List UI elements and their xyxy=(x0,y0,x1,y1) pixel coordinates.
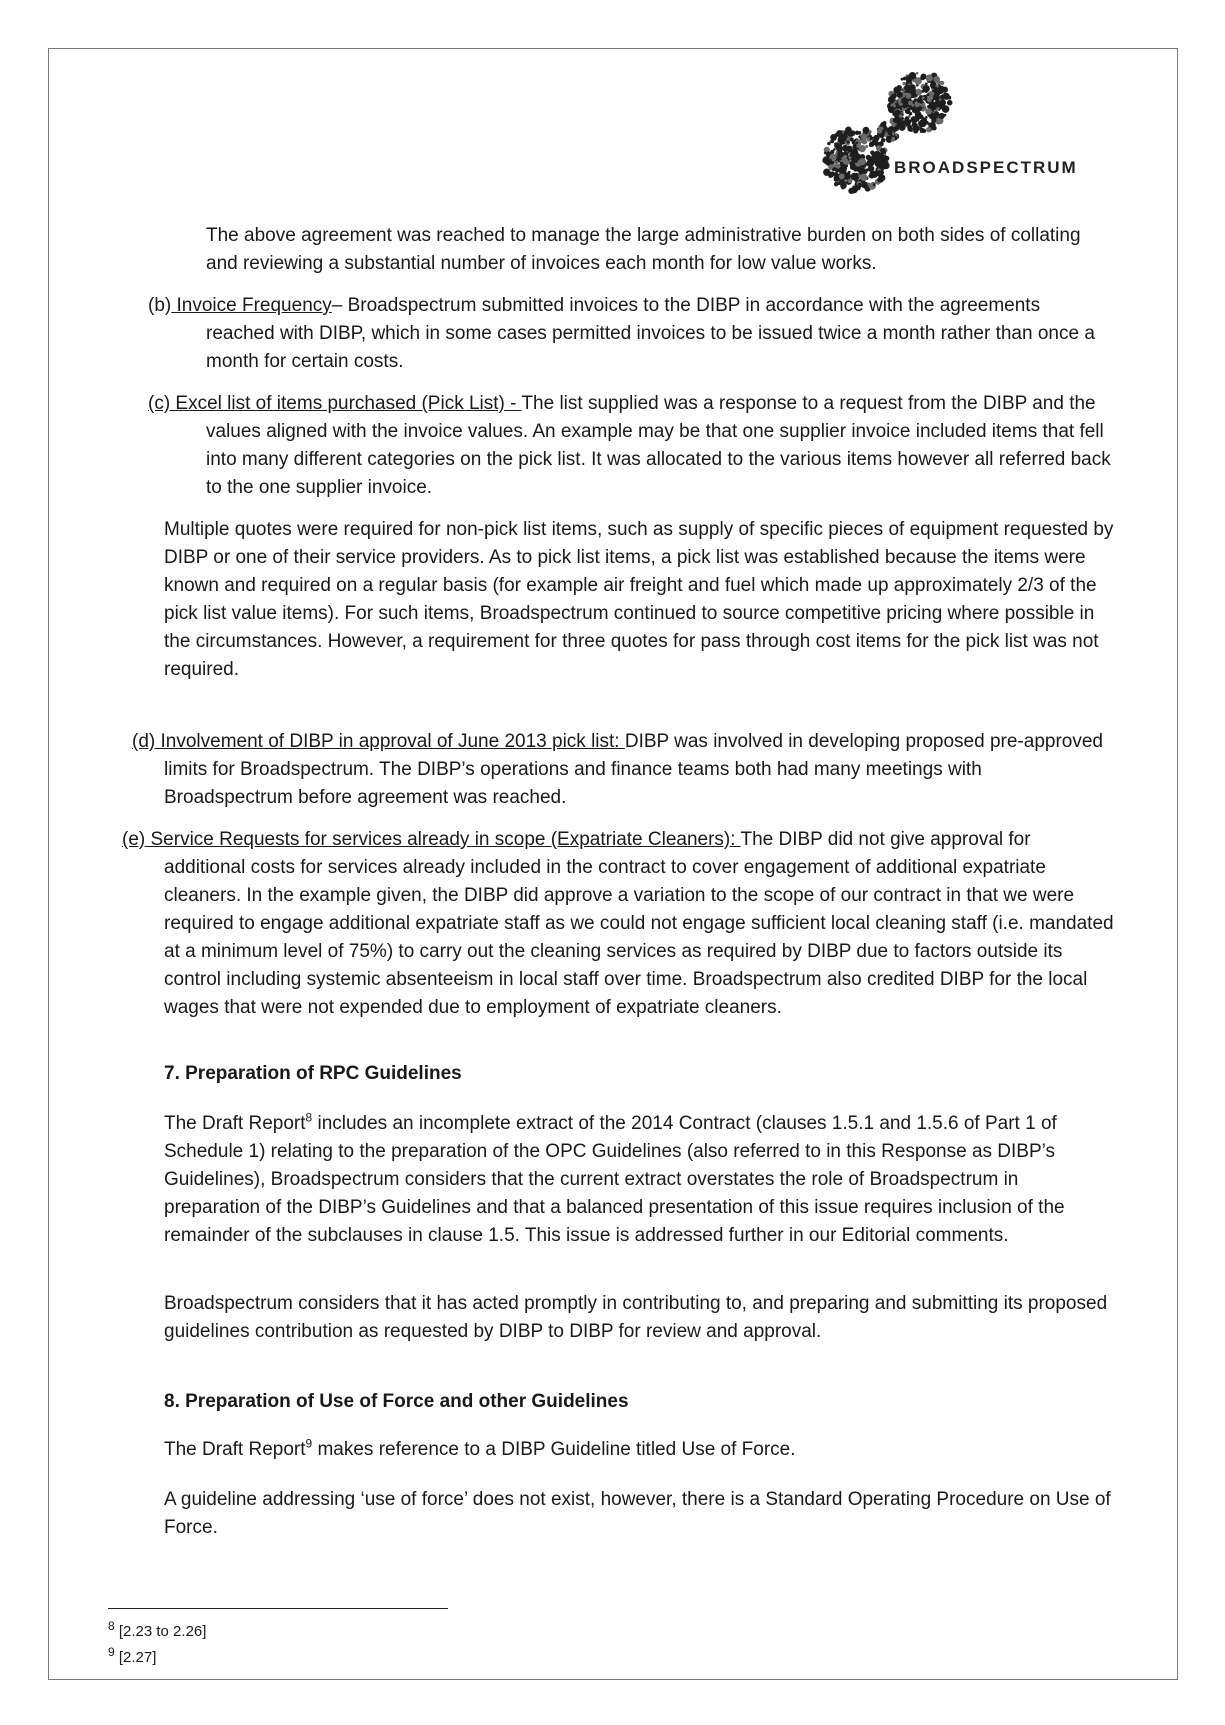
footnote-ref-8: 8 xyxy=(305,1110,313,1125)
item-d-text: DIBP was involved in developing proposed pre-approved limits for Broadspectrum. The DIBP’s operations and finance teams both had many meetings with Broadspectrum before agreement was reached. xyxy=(164,731,1103,808)
item-e xyxy=(122,826,1114,1022)
broadspectrum-logo-icon xyxy=(808,60,1128,210)
item-b-title: Invoice Frequency xyxy=(171,295,332,316)
item-c-text: The list supplied was a response to a request from the DIBP and the values aligned with the invoice values. An example may be that one supplier invoice included items that fell into many different categories on the pick list. It was allocated to the various items however all referred back to the one supplier invoice. xyxy=(206,393,1111,498)
item-e-title: (e) Service Requests for services already in scope (Expatriate Cleaners): xyxy=(122,829,741,850)
multiple-quotes-paragraph: Multiple quotes were required for non-pick list items, such as supply of specific pieces of equipment requested by DIBP or one of their service providers. As to pick list items, a pick list was established because the items were known and required on a regular basis (for example air freight and fuel which made up approximately 2/3 of the pick list value items). For such items, Broadspectrum continued to source competitive pricing where possible in the circumstances. However, a requirement for three quotes for pass through cost items for the pick list was not required. xyxy=(164,519,1114,680)
item-e-text: The DIBP did not give approval for additional costs for services already included in the contract to cover engagement of additional expatriate cleaners. In the example given, the DIBP did approve a variation to the scope of our contract in that we were required to engage additional expatriate staff as we could not engage sufficient local cleaning staff (i.e. mandated at a minimum level of 75%) to carry out the cleaning services as required by DIBP due to factors outside its control including systemic absenteeism in local staff over time. Broadspectrum also credited DIBP for the local wages that were not expended due to employment of expatriate cleaners. xyxy=(164,829,1114,1018)
footnote-9 xyxy=(108,1645,157,1668)
section-8-paragraph-1 xyxy=(164,1436,1114,1464)
section-7-heading: 7. Preparation of RPC Guidelines xyxy=(164,1063,462,1084)
section-7-paragraph-1 xyxy=(164,1110,1114,1250)
footnote-8-number: 8 xyxy=(108,1619,115,1633)
item-b xyxy=(148,292,1113,376)
footnote-separator xyxy=(108,1608,448,1609)
logo-text: BROADSPECTRUM xyxy=(894,158,1078,177)
item-d-title: (d) Involvement of DIBP in approval of June 2013 pick list: xyxy=(132,731,625,752)
footnote-9-number: 9 xyxy=(108,1645,115,1659)
section-7-paragraph-2: Broadspectrum considers that it has acted promptly in contributing to, and preparing and submitting its proposed guidelines contribution as requested by DIBP to DIBP for review and approval. xyxy=(164,1293,1108,1342)
draft-report-text: The Draft Report xyxy=(164,1113,306,1134)
item-b-text: – Broadspectrum submitted invoices to the DIBP in accordance with the agreements reached with DIBP, which in some cases permitted invoices to be issued twice a month rather than once a month for certain costs. xyxy=(206,295,1095,372)
section-8-text: makes reference to a DIBP Guideline titled Use of Force. xyxy=(312,1439,796,1460)
footnote-ref-9: 9 xyxy=(305,1436,313,1451)
section-8-heading: 8. Preparation of Use of Force and other Guidelines xyxy=(164,1391,629,1412)
item-c xyxy=(148,390,1113,502)
item-b-label: (b) xyxy=(148,295,172,316)
footnote-9-text: [2.27] xyxy=(114,1649,157,1666)
section-7-text: includes an incomplete extract of the 2014 Contract (clauses 1.5.1 and 1.5.6 of Part 1 of Schedule 1) relating to the preparation of the OPC Guidelines (also referred to in this Response as DIBP’s Guidelines), Broadspectrum considers that the current extract overstates the role of Broadspectrum in preparation of the DIBP’s Guidelines and that a balanced presentation of this issue requires inclusion of the remainder of the subclauses in clause 1.5. This issue is addressed further in our Editorial comments. xyxy=(164,1113,1065,1246)
draft-report-text: The Draft Report xyxy=(164,1439,306,1460)
section-8-paragraph-2: A guideline addressing ‘use of force’ does not exist, however, there is a Standard Operating Procedure on Use of Force. xyxy=(164,1489,1111,1538)
footnote-8 xyxy=(108,1619,207,1642)
footnote-8-text: [2.23 to 2.26] xyxy=(114,1623,207,1640)
item-d xyxy=(132,728,1114,812)
intro-paragraph: The above agreement was reached to manage the large administrative burden on both sides of collating and reviewing a substantial number of invoices each month for low value works. xyxy=(206,225,1081,274)
item-c-title: (c) Excel list of items purchased (Pick List) - xyxy=(148,393,522,414)
